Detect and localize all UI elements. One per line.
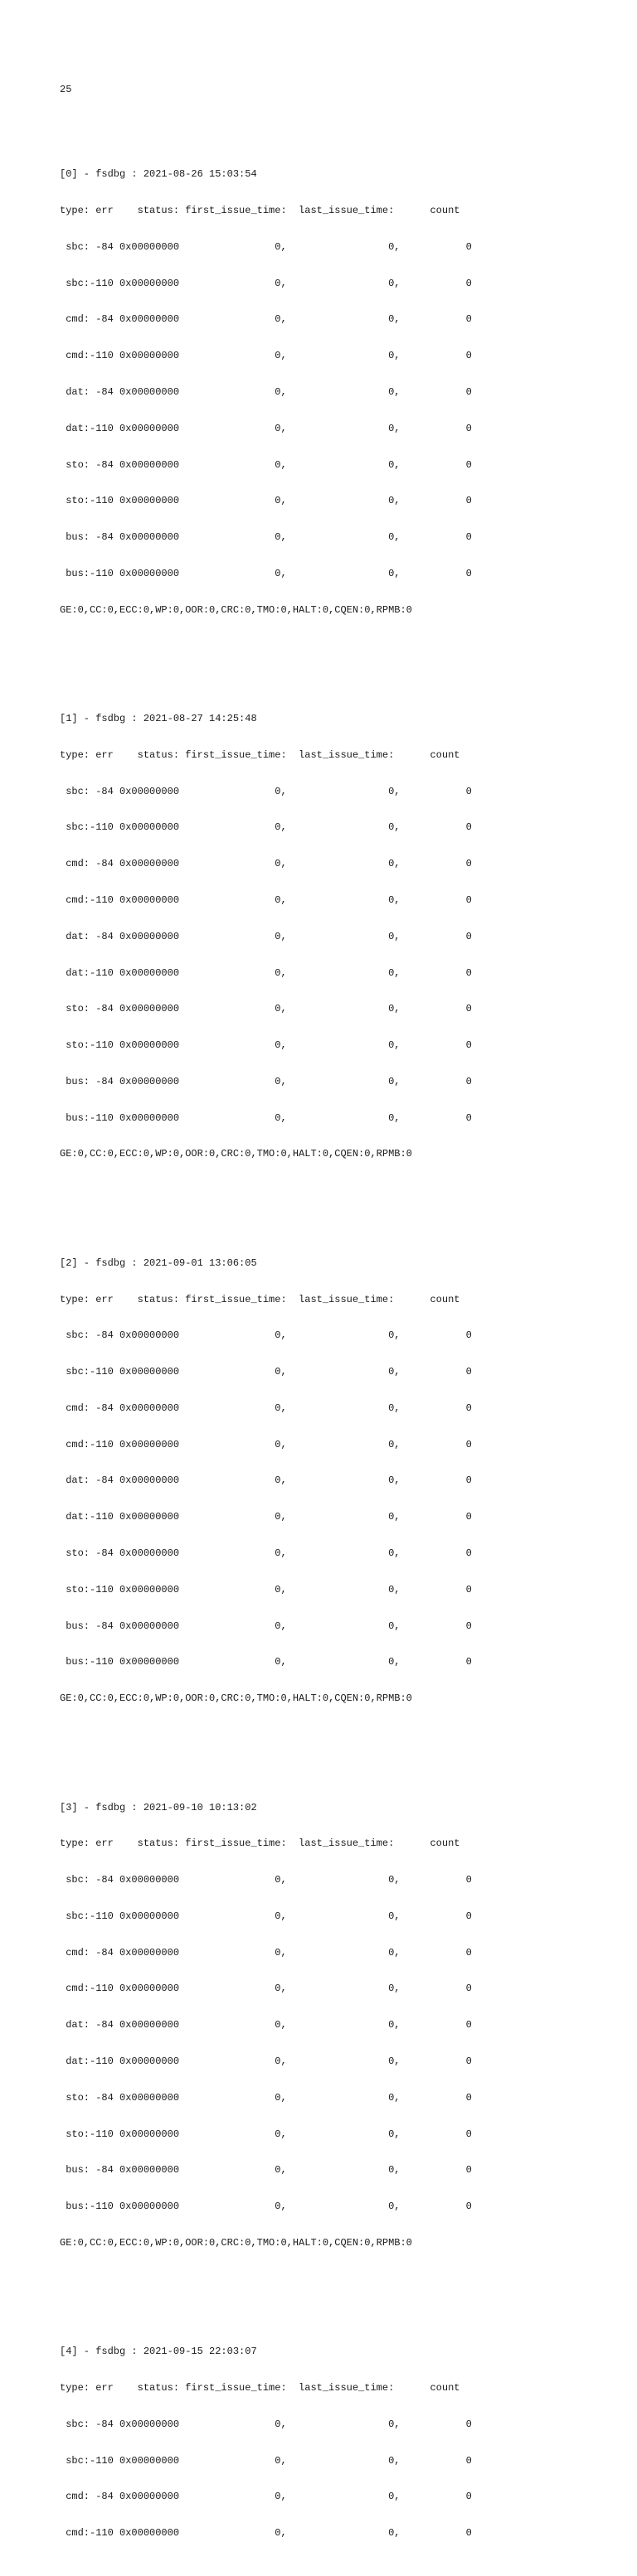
log-entry <box>60 2322 472 2564</box>
table-row: cmd:-110 0x00000000 0, 0, 0 <box>60 1983 472 1995</box>
table-row: sto: -84 0x00000000 0, 0, 0 <box>60 458 472 471</box>
table-row: dat:-110 0x00000000 0, 0, 0 <box>60 2055 472 2067</box>
table-row: cmd:-110 0x00000000 0, 0, 0 <box>60 350 472 362</box>
entry-title: [1] - fsdbg : 2021-08-27 14:25:48 <box>60 713 257 725</box>
flags-line: GE:0,CC:0,ECC:0,WP:0,OOR:0,CRC:0,TMO:0,HALT:0,CQEN:0,RPMB:0 <box>60 1148 412 1160</box>
table-row: sto:-110 0x00000000 0, 0, 0 <box>60 1583 472 1595</box>
log-document <box>60 60 472 2576</box>
table-row: cmd: -84 0x00000000 0, 0, 0 <box>60 1402 472 1414</box>
table-row: bus: -84 0x00000000 0, 0, 0 <box>60 531 472 544</box>
table-row: sbc:-110 0x00000000 0, 0, 0 <box>60 1366 472 1378</box>
log-entry <box>60 144 472 640</box>
table-row: bus: -84 0x00000000 0, 0, 0 <box>60 1075 472 1087</box>
table-row: bus:-110 0x00000000 0, 0, 0 <box>60 2201 472 2213</box>
table-row: sto: -84 0x00000000 0, 0, 0 <box>60 2091 472 2104</box>
table-row: dat: -84 0x00000000 0, 0, 0 <box>60 386 472 399</box>
table-row: sbc: -84 0x00000000 0, 0, 0 <box>60 2418 472 2430</box>
table-row: cmd: -84 0x00000000 0, 0, 0 <box>60 1946 472 1959</box>
table-row: sto:-110 0x00000000 0, 0, 0 <box>60 2128 472 2140</box>
table-row: dat: -84 0x00000000 0, 0, 0 <box>60 2019 472 2031</box>
table-row: sto:-110 0x00000000 0, 0, 0 <box>60 495 472 507</box>
table-row: sto: -84 0x00000000 0, 0, 0 <box>60 1003 472 1015</box>
table-row: sbc:-110 0x00000000 0, 0, 0 <box>60 277 472 289</box>
table-row: cmd: -84 0x00000000 0, 0, 0 <box>60 858 472 870</box>
table-row: sbc:-110 0x00000000 0, 0, 0 <box>60 821 472 834</box>
log-entry <box>60 689 472 1184</box>
table-row: cmd:-110 0x00000000 0, 0, 0 <box>60 893 472 906</box>
table-row: bus: -84 0x00000000 0, 0, 0 <box>60 2164 472 2177</box>
table-row: cmd: -84 0x00000000 0, 0, 0 <box>60 313 472 326</box>
table-row: bus:-110 0x00000000 0, 0, 0 <box>60 567 472 579</box>
table-row: dat:-110 0x00000000 0, 0, 0 <box>60 966 472 979</box>
flags-line: GE:0,CC:0,ECC:0,WP:0,OOR:0,CRC:0,TMO:0,HALT:0,CQEN:0,RPMB:0 <box>60 1692 412 1705</box>
table-header: type: err status: first_issue_time: last_issue_time: count <box>60 205 460 217</box>
entry-title: [3] - fsdbg : 2021-09-10 10:13:02 <box>60 1801 257 1813</box>
entry-title: [4] - fsdbg : 2021-09-15 22:03:07 <box>60 2346 257 2358</box>
flags-line: GE:0,CC:0,ECC:0,WP:0,OOR:0,CRC:0,TMO:0,HALT:0,CQEN:0,RPMB:0 <box>60 603 412 616</box>
table-row: sto:-110 0x00000000 0, 0, 0 <box>60 1039 472 1052</box>
table-row: dat:-110 0x00000000 0, 0, 0 <box>60 1511 472 1523</box>
table-row: sbc:-110 0x00000000 0, 0, 0 <box>60 1910 472 1922</box>
table-row: dat:-110 0x00000000 0, 0, 0 <box>60 422 472 434</box>
table-row: bus:-110 0x00000000 0, 0, 0 <box>60 1111 472 1124</box>
flags-line: GE:0,CC:0,ECC:0,WP:0,OOR:0,CRC:0,TMO:0,HALT:0,CQEN:0,RPMB:0 <box>60 2236 412 2249</box>
table-header: type: err status: first_issue_time: last_issue_time: count <box>60 1838 460 1850</box>
table-row: dat: -84 0x00000000 0, 0, 0 <box>60 930 472 942</box>
entry-title: [0] - fsdbg : 2021-08-26 15:03:54 <box>60 168 257 181</box>
table-row: sbc: -84 0x00000000 0, 0, 0 <box>60 240 472 253</box>
table-header: type: err status: first_issue_time: last_issue_time: count <box>60 2382 460 2394</box>
table-header: type: err status: first_issue_time: last_issue_time: count <box>60 1293 460 1305</box>
log-entry <box>60 1777 472 2273</box>
table-header: type: err status: first_issue_time: last_issue_time: count <box>60 748 460 761</box>
table-row: bus:-110 0x00000000 0, 0, 0 <box>60 1656 472 1668</box>
table-row: cmd: -84 0x00000000 0, 0, 0 <box>60 2491 472 2503</box>
log-entry <box>60 1233 472 1729</box>
entry-title: [2] - fsdbg : 2021-09-01 13:06:05 <box>60 1257 257 1269</box>
table-row: sbc: -84 0x00000000 0, 0, 0 <box>60 785 472 797</box>
table-row: sto: -84 0x00000000 0, 0, 0 <box>60 1547 472 1560</box>
table-row: sbc:-110 0x00000000 0, 0, 0 <box>60 2454 472 2467</box>
page-number: 25 <box>60 84 72 96</box>
table-row: cmd:-110 0x00000000 0, 0, 0 <box>60 2527 472 2540</box>
table-row: sbc: -84 0x00000000 0, 0, 0 <box>60 1874 472 1886</box>
table-row: cmd:-110 0x00000000 0, 0, 0 <box>60 1438 472 1450</box>
table-row: bus: -84 0x00000000 0, 0, 0 <box>60 1620 472 1632</box>
table-row: dat: -84 0x00000000 0, 0, 0 <box>60 1474 472 1487</box>
table-row: sbc: -84 0x00000000 0, 0, 0 <box>60 1329 472 1342</box>
